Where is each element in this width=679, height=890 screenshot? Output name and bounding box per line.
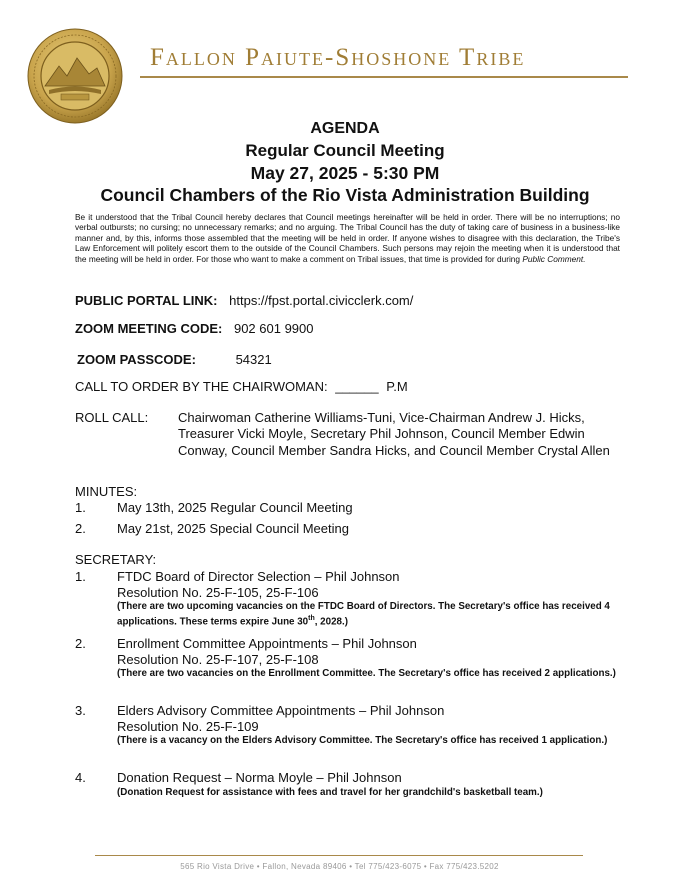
- secretary-label: SECRETARY:: [75, 552, 157, 567]
- portal-link[interactable]: https://fpst.portal.civicclerk.com/: [229, 293, 414, 308]
- roll-call-members: Chairwoman Catherine Williams-Tuni, Vice-Chairman Andrew J. Hicks, Treasurer Vicki Moyle, Secretary Phil Johnson, Council Member Edwin Conway, Council Member Sandra Hicks, and Council Member Crystal Allen: [178, 410, 610, 458]
- portal-row: [75, 293, 413, 308]
- tribe-name: Fallon Paiute-Shoshone Tribe: [150, 44, 526, 71]
- meeting-location: Council Chambers of the Rio Vista Administration Building: [100, 185, 590, 205]
- item-number: 2.: [75, 636, 86, 651]
- item-resolution: Resolution No. 25-F-105, 25-F-106: [117, 584, 319, 600]
- roll-call-label: ROLL CALL:: [75, 410, 149, 425]
- item-title: Elders Advisory Committee Appointments – Phil Johnson: [117, 703, 445, 718]
- portal-label: PUBLIC PORTAL LINK:: [75, 293, 218, 308]
- item-resolution: Resolution No. 25-F-109: [117, 718, 259, 734]
- zoom-code-label: ZOOM MEETING CODE:: [75, 321, 223, 336]
- item-resolution: Resolution No. 25-F-107, 25-F-108: [117, 651, 319, 667]
- declaration-emphasis: Public Comment.: [522, 253, 586, 264]
- item-note: (There are two vacancies on the Enrollment Committee. The Secretary's office has received 2 applications.): [117, 668, 616, 679]
- zoom-pass-row: [77, 352, 272, 367]
- order-declaration: [75, 212, 620, 264]
- minutes-item: May 13th, 2025 Regular Council Meeting: [117, 500, 353, 515]
- item-title: FTDC Board of Director Selection – Phil Johnson: [117, 569, 400, 584]
- item-title: Donation Request – Norma Moyle – Phil Johnson: [117, 770, 402, 785]
- call-to-order-text: CALL TO ORDER BY THE CHAIRWOMAN:: [75, 379, 328, 394]
- call-to-order: [75, 379, 408, 394]
- item-number: 4.: [75, 770, 86, 785]
- minutes-label: MINUTES:: [75, 484, 138, 499]
- footer-address: 565 Rio Vista Drive • Fallon, Nevada 89406 • Tel 775/423-6075 • Fax 775/423.5202: [180, 862, 499, 871]
- item-number: 1.: [75, 569, 86, 584]
- header-divider: [140, 76, 628, 78]
- item-number: 2.: [75, 521, 86, 536]
- agenda-titles: [60, 118, 630, 206]
- zoom-code-row: [75, 321, 314, 336]
- call-to-order-blank: ______: [335, 379, 379, 394]
- item-note: (There is a vacancy on the Elders Advisory Committee. The Secretary's office has received 1 application.): [117, 735, 608, 746]
- item-note: (Donation Request for assistance with fees and travel for her grandchild's basketball team.): [117, 786, 543, 798]
- tribal-seal-logo: [27, 28, 123, 124]
- footer-divider: [95, 855, 583, 856]
- minutes-item: May 21st, 2025 Special Council Meeting: [117, 521, 349, 536]
- meeting-date-time: May 27, 2025 - 5:30 PM: [250, 163, 440, 183]
- meeting-type: Regular Council Meeting: [245, 141, 445, 160]
- zoom-pass-label: ZOOM PASSCODE:: [77, 352, 196, 367]
- item-title: Enrollment Committee Appointments – Phil Johnson: [117, 636, 417, 651]
- agenda-heading: AGENDA: [310, 120, 380, 137]
- item-note: (There are two upcoming vacancies on the FTDC Board of Directors. The Secretary's office has received 4 applications. These terms expire June 30th, 2028.): [117, 601, 610, 628]
- item-number: 3.: [75, 703, 86, 718]
- call-to-order-suffix: P.M: [386, 379, 408, 394]
- declaration-text: Be it understood that the Tribal Council hereby declares that Council meetings hereinafter will be held in order. There will be no interruptions; no verbal outbursts; no cursing; no unnecessary remarks; and no arguing. The Tribal Council has the duty of taking care of business in a business-like manner and, by this, informs those assembled that the meeting will be held in order. If anyone wishes to disagree with this declaration, the Tribe's Law Enforcement will politely escort them to the outside of the Council Chambers. Such persons may rejoin the meeting when it is understood that the meeting will be held in order. For those who want to make a comment on Tribal issues, that time is provided for during: [75, 212, 620, 264]
- zoom-code-value: 902 601 9900: [233, 321, 314, 336]
- item-number: 1.: [75, 500, 86, 515]
- zoom-pass-value: 54321: [235, 352, 272, 367]
